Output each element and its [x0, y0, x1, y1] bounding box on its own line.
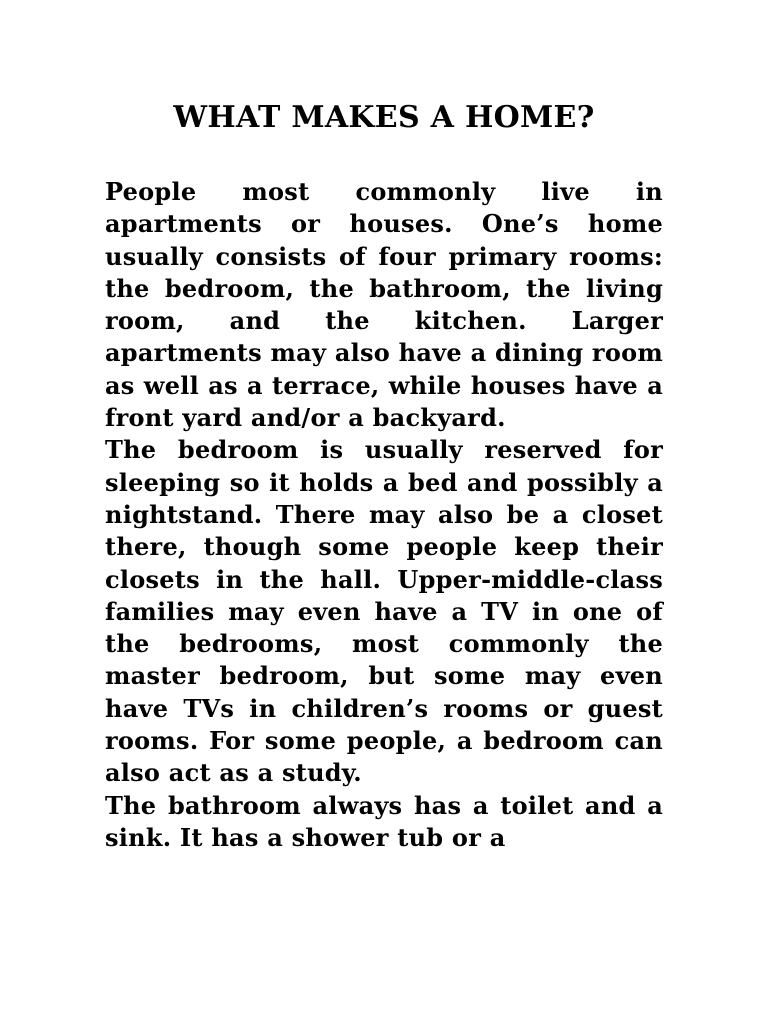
paragraph-homes-overview: People most commonly live in apartments or houses. One’s home usually consists of four primary rooms: the bedroom, the bathroom, the living room, and the kitchen. Larger apartments may also have a dining room as well as a terrace, while houses have a front yard and/or a backyard.	[105, 177, 663, 433]
paragraph-bedroom: The bedroom is usually reserved for sleeping so it holds a bed and possibly a nightstand. There may also be a closet there, though some people keep their closets in the hall. Upper-middle-class families may even have a TV in one of the bedrooms, most commonly the master bedroom, but some may even have TVs in children’s rooms or guest rooms. For some people, a bedroom can also act as a study.	[105, 435, 663, 788]
document-title: WHAT MAKES A HOME?	[173, 100, 595, 135]
document-body	[105, 176, 663, 854]
paragraph-bathroom: The bathroom always has a toilet and a sink. It has a shower tub or a	[105, 790, 663, 852]
